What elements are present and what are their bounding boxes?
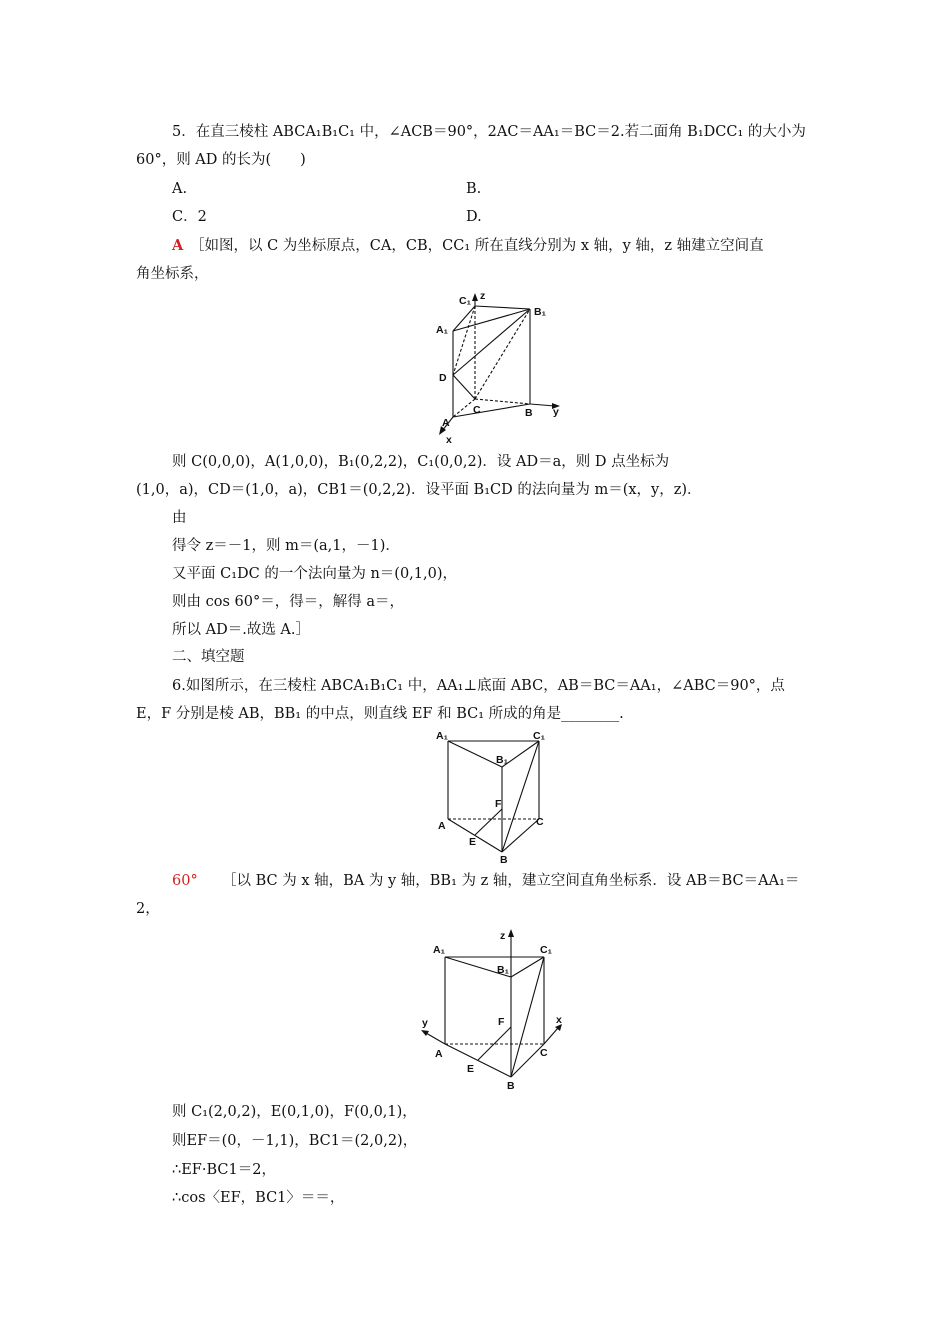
q6-answer: 60° bbox=[172, 873, 198, 889]
q6-solution-line-2: 2， bbox=[136, 901, 160, 917]
fig2-label-c: C bbox=[536, 816, 544, 828]
q6-solution-line-3: 则 C₁(2,0,2)，E(0,1,0)，F(0,0,1)， bbox=[172, 1104, 417, 1120]
q6-solution-line-1: ［以 BC 为 x 轴，BA 为 y 轴，BB₁ 为 z 轴，建立空间直角坐标系．设 AB＝BC＝AA₁＝ bbox=[222, 873, 800, 889]
q5-solution-line-5: 由 bbox=[172, 510, 187, 526]
fig3-label-b1: B₁ bbox=[497, 964, 509, 976]
fig3-label-c: C bbox=[540, 1047, 548, 1059]
q5-solution-line-8: 则由 cos 60°＝，得＝，解得 a＝， bbox=[172, 594, 404, 610]
figure-1-prism bbox=[430, 285, 565, 447]
fig2-label-f: F bbox=[495, 798, 502, 810]
q5-solution-line-4: (1,0，a)，CD＝(1,0，a)，CB1＝(0,2,2)．设平面 B₁CD 的法向量为 m＝(x，y，z)． bbox=[136, 482, 702, 498]
section-title: 二、填空题 bbox=[172, 649, 245, 665]
q5-solution-line-1: ［如图，以 C 为坐标原点，CA，CB，CC₁ 所在直线分别为 x 轴，y 轴，z 轴建立空间直 bbox=[190, 238, 764, 254]
fig3-label-z: z bbox=[500, 930, 506, 942]
fig3-label-x: x bbox=[556, 1014, 562, 1026]
q6-solution-line-5: ∴EF·BC1＝2， bbox=[172, 1162, 276, 1178]
fig3-label-c1: C₁ bbox=[540, 944, 552, 956]
q5-answer-letter: A bbox=[172, 237, 184, 254]
q5-solution-line-2: 角坐标系， bbox=[136, 266, 209, 282]
q5-option-a: A. bbox=[172, 181, 188, 197]
fig1-label-c1: C₁ bbox=[459, 295, 471, 307]
q5-option-c: C．2 bbox=[172, 209, 207, 225]
fig1-label-b: B bbox=[525, 407, 533, 419]
fig2-label-c1: C₁ bbox=[533, 730, 545, 742]
figure-3-prism-axes bbox=[416, 925, 571, 1095]
fig3-label-y: y bbox=[422, 1017, 428, 1029]
q6-solution-line-4: 则EF＝(0，－1,1)，BC1＝(2,0,2)， bbox=[172, 1133, 418, 1149]
fig2-label-a: A bbox=[438, 820, 446, 832]
fig1-label-a1: A₁ bbox=[436, 324, 448, 336]
q5-line-1: 5．在直三棱柱 ABCA₁B₁C₁ 中，∠ACB＝90°，2AC＝AA₁＝BC＝2.若二面角 B₁DCC₁ 的大小为 bbox=[172, 124, 806, 140]
q5-solution-line-3: 则 C(0,0,0)，A(1,0,0)，B₁(0,2,2)，C₁(0,0,2)．设 AD＝a，则 D 点坐标为 bbox=[172, 454, 670, 470]
q5-line-2: 60°，则 AD 的长为( ) bbox=[136, 152, 306, 168]
fig3-label-e: E bbox=[467, 1063, 475, 1075]
q6-line-1: 6.如图所示，在三棱柱 ABCA₁B₁C₁ 中，AA₁⊥底面 ABC，AB＝BC＝AA₁，∠ABC＝90°，点 bbox=[172, 678, 785, 694]
q6-solution-line-6: ∴cos〈EF，BC1〉＝＝， bbox=[172, 1190, 345, 1206]
fig1-label-y: y bbox=[553, 406, 559, 418]
fig2-label-e: E bbox=[469, 836, 477, 848]
q5-option-b: B. bbox=[466, 181, 482, 197]
q6-line-2: E，F 分别是棱 AB，BB₁ 的中点，则直线 EF 和 BC₁ 所成的角是________. bbox=[136, 706, 624, 722]
fig1-label-c: C bbox=[473, 404, 481, 416]
q5-option-d: D. bbox=[466, 209, 482, 225]
fig2-label-b1: B₁ bbox=[496, 754, 508, 766]
fig3-label-a: A bbox=[435, 1048, 443, 1060]
fig1-label-a: A bbox=[442, 417, 450, 429]
fig1-label-z: z bbox=[480, 290, 486, 302]
fig2-label-a1: A₁ bbox=[436, 730, 448, 742]
fig1-label-b1: B₁ bbox=[534, 306, 546, 318]
q5-solution-line-9: 所以 AD＝.故选 A.］ bbox=[172, 622, 311, 638]
fig1-label-d: D bbox=[439, 372, 447, 384]
figure-2-prism bbox=[432, 727, 557, 867]
q5-solution-line-7: 又平面 C₁DC 的一个法向量为 n＝(0,1,0)， bbox=[172, 566, 458, 582]
fig3-label-f: F bbox=[498, 1016, 505, 1028]
fig3-label-a1: A₁ bbox=[433, 944, 445, 956]
fig2-label-b: B bbox=[500, 854, 508, 866]
fig1-label-x: x bbox=[446, 434, 452, 446]
fig3-label-b: B bbox=[507, 1080, 515, 1092]
q5-solution-line-6: 得令 z＝－1，则 m＝(a,1，－1)． bbox=[172, 538, 400, 554]
